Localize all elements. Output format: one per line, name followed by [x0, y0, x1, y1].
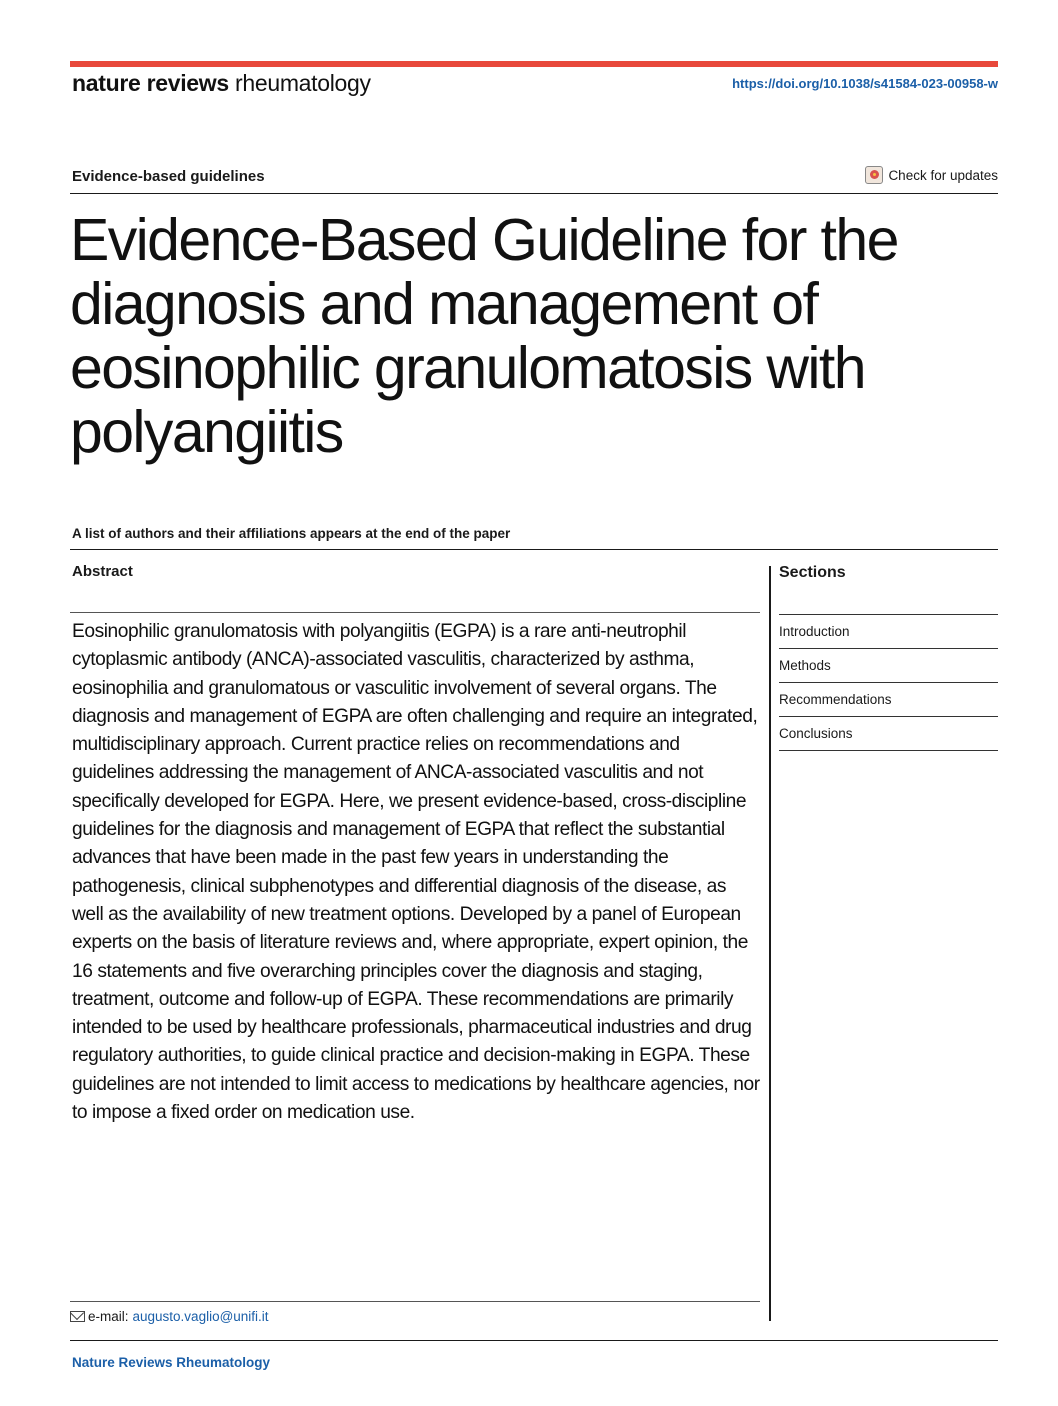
abstract-top-divider	[70, 549, 998, 550]
article-category: Evidence-based guidelines	[72, 168, 265, 185]
footer-divider	[70, 1340, 998, 1341]
email-divider	[70, 1301, 760, 1302]
abstract-text: Eosinophilic granulomatosis with polyangiitis (EGPA) is a rare anti-neutrophil cytoplasmic antibody (ANCA)-associated vasculitis, characterized by asthma, eosinophilia and granulomatous or vasculitic involvement of several organs. The diagnosis and management of EGPA are often challenging and require an integrated, multidisciplinary approach. Current practice relies on recommendations and guidelines addressing the management of ANCA-associated vasculitis and not specifically developed for EGPA. Here, we present evidence-based, cross-discipline guidelines for the diagnosis and management of EGPA that reflect the substantial advances that have been made in the past few years in understanding the pathogenesis, clinical subphenotypes and differential diagnosis of the disease, as well as the availability of new treatment options. Developed by a panel of European experts on the basis of literature reviews and, where appropriate, expert opinion, the 16 statements and five overarching principles cover the diagnosis and staging, treatment, outcome and follow-up of EGPA. These recommendations are primarily intended to be used by healthcare professionals, pharmaceutical industries and drug regulatory authorities, to guide clinical practice and decision-making in EGPA. These guidelines are not intended to limit access to medications by healthcare agencies, nor to impose a fixed order on medication use.	[72, 621, 760, 1124]
authors-note: A list of authors and their affiliations appears at the end of the paper	[72, 526, 511, 541]
journal-logo-bold: nature reviews	[72, 70, 229, 96]
article-title: Evidence-Based Guideline for the diagnosis and management of eosinophilic granulomatosis with polyangiitis	[70, 207, 898, 465]
section-link-introduction[interactable]: Introduction	[779, 614, 998, 648]
abstract-heading-divider	[70, 612, 760, 613]
crossmark-icon	[865, 166, 883, 184]
column-divider	[769, 566, 771, 1321]
mail-icon	[70, 1311, 85, 1322]
sections-heading: Sections	[779, 564, 846, 581]
contact-email	[70, 1309, 269, 1324]
footer-journal-name[interactable]: Nature Reviews Rheumatology	[72, 1355, 271, 1370]
header-accent-bar	[70, 61, 998, 67]
abstract-heading: Abstract	[72, 563, 133, 580]
sections-nav	[779, 614, 998, 751]
doi-link[interactable]: https://doi.org/10.1038/s41584-023-00958-w	[732, 76, 998, 91]
check-for-updates-button[interactable]	[865, 166, 998, 184]
journal-logo[interactable]	[72, 70, 371, 97]
section-link-methods[interactable]: Methods	[779, 648, 998, 682]
email-label: e-mail:	[88, 1309, 129, 1324]
section-link-conclusions[interactable]: Conclusions	[779, 716, 998, 751]
section-link-recommendations[interactable]: Recommendations	[779, 682, 998, 716]
email-link[interactable]: augusto.vaglio@unifi.it	[132, 1309, 269, 1324]
category-divider	[70, 193, 998, 194]
check-for-updates-label: Check for updates	[888, 167, 998, 183]
journal-logo-light: rheumatology	[234, 70, 371, 96]
